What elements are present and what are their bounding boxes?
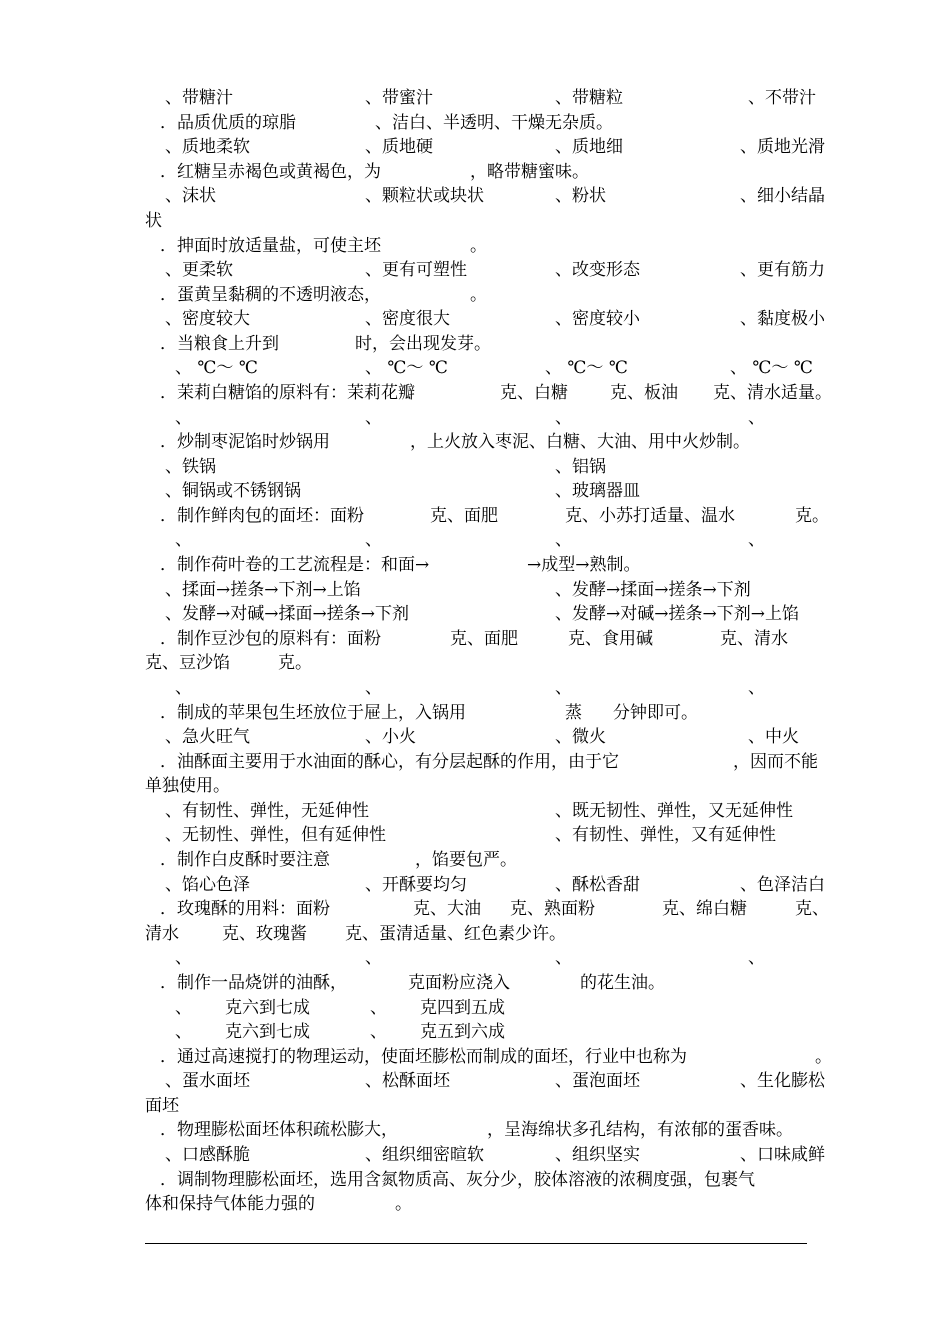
text-segment: 克、食用碱 xyxy=(568,628,653,649)
text-line xyxy=(0,823,950,847)
text-segment: 分钟即可。 xyxy=(613,702,698,723)
text-segment: ．制作豆沙包的原料有：面粉 xyxy=(160,628,381,649)
text-segment: →成型→熟制。 xyxy=(527,555,641,575)
text-segment: 、有韧性、弹性，无延伸性 xyxy=(165,800,369,821)
text-line xyxy=(0,1045,950,1069)
text-segment: ．蛋黄呈黏稠的不透明液态， xyxy=(160,284,381,305)
text-segment: 体和保持气体能力强的 xyxy=(145,1194,315,1215)
text-line xyxy=(0,971,950,995)
text-segment: 克。 xyxy=(795,505,829,526)
text-segment: 克、小苏打适量、温水 xyxy=(565,505,735,526)
text-segment: 、 ℃～ ℃ xyxy=(365,358,448,379)
text-segment: ．玫瑰酥的用料：面粉 xyxy=(160,899,330,920)
text-segment: 、 xyxy=(555,407,572,428)
text-segment: 、 ℃～ ℃ xyxy=(175,358,258,379)
text-segment: 、带糖粒 xyxy=(555,88,623,108)
text-segment: 克、豆沙馅 xyxy=(145,653,230,674)
text-segment: ．制作鲜肉包的面坯：面粉 xyxy=(160,505,364,526)
text-segment: 、发酵→揉面→搓条→下剂 xyxy=(555,579,751,600)
text-segment: 、密度很大 xyxy=(365,309,450,330)
text-segment: 、 xyxy=(555,948,572,969)
text-segment: ．品质优质的琼脂 xyxy=(160,112,296,133)
text-segment: 、粉状 xyxy=(555,186,606,207)
text-line xyxy=(0,578,950,602)
text-segment: ．炒制枣泥馅时炒锅用 xyxy=(160,432,330,453)
footer-rule xyxy=(145,1243,807,1244)
text-line xyxy=(0,676,950,700)
text-segment: 、蛋水面坯 xyxy=(165,1071,250,1092)
text-segment: 。 xyxy=(395,1194,412,1215)
text-line xyxy=(0,848,950,872)
text-segment: 。 xyxy=(470,235,487,256)
text-segment: 、密度较小 xyxy=(555,309,640,330)
text-segment: 、 xyxy=(175,530,192,551)
text-segment: 、揉面→搓条→下剂→上馅 xyxy=(165,579,361,600)
text-segment: 、无韧性、弹性，但有延伸性 xyxy=(165,825,386,846)
text-segment: ．当粮食上升到 xyxy=(160,333,279,354)
text-segment: ．物理膨松面坯体积疏松膨大， xyxy=(160,1120,398,1141)
text-segment: 、中火 xyxy=(748,727,799,748)
text-segment: 、更有筋力 xyxy=(740,260,825,281)
text-line xyxy=(0,504,950,528)
text-segment: ．调制物理膨松面坯，选用含氮物质高、灰分少，胶体溶液的浓稠度强，包裹气 xyxy=(160,1169,755,1190)
text-line xyxy=(0,774,950,798)
text-segment: 、 xyxy=(555,677,572,698)
text-segment: 、 xyxy=(370,1022,387,1042)
text-line xyxy=(0,209,950,233)
text-segment: 、 xyxy=(555,530,572,551)
text-segment: 、 xyxy=(748,677,765,698)
text-line xyxy=(0,283,950,307)
text-segment: 、口味咸鲜 xyxy=(740,1144,825,1165)
text-segment: 、酥松香甜 xyxy=(555,874,640,895)
text-segment: ，因而不能 xyxy=(733,751,818,772)
text-segment: 、小火 xyxy=(365,727,416,748)
text-line xyxy=(0,1069,950,1093)
text-line xyxy=(0,160,950,184)
text-segment: 克、熟面粉 xyxy=(510,899,595,920)
text-segment: 、质地硬 xyxy=(365,137,433,158)
text-segment: 时，会出现发芽。 xyxy=(355,333,491,354)
text-segment: 克六到七成 xyxy=(225,1022,310,1042)
text-segment: 克、玫瑰酱 xyxy=(222,923,307,944)
text-segment: 、生化膨松 xyxy=(740,1071,825,1092)
text-segment: 、 xyxy=(175,407,192,428)
text-line xyxy=(0,799,950,823)
text-segment: 。 xyxy=(815,1046,832,1067)
text-segment: 、密度较大 xyxy=(165,309,250,330)
text-line xyxy=(0,135,950,159)
text-segment: 克。 xyxy=(278,653,312,674)
text-segment: 、更柔软 xyxy=(165,260,233,281)
text-segment: 、 ℃～ ℃ xyxy=(545,358,628,379)
text-line xyxy=(0,258,950,282)
text-segment: 、 xyxy=(175,948,192,969)
text-segment: ．制作荷叶卷的工艺流程是：和面→ xyxy=(160,555,430,575)
text-segment: 、馅心色泽 xyxy=(165,874,250,895)
text-segment: ．制作白皮酥时要注意 xyxy=(160,850,330,870)
text-segment: 、既无韧性、弹性，又无延伸性 xyxy=(555,800,793,821)
text-segment: 、颗粒状或块状 xyxy=(365,186,484,207)
text-segment: 、微火 xyxy=(555,727,606,748)
text-segment: 克、面肥 xyxy=(430,505,498,526)
text-line xyxy=(0,750,950,774)
text-segment: 、松酥面坯 xyxy=(365,1071,450,1092)
text-segment: 、 ℃～ ℃ xyxy=(730,358,813,379)
text-line xyxy=(0,553,950,577)
text-segment: ．通过高速搅打的物理运动，使面坯膨松而制成的面坯，行业中也称为 xyxy=(160,1046,687,1067)
text-segment: ，呈海绵状多孔结构，有浓郁的蛋香味。 xyxy=(487,1120,793,1141)
text-segment: 克四到五成 xyxy=(420,997,505,1018)
text-segment: ，上火放入枣泥、白糖、大油、用中火炒制。 xyxy=(410,432,750,453)
text-segment: 、铜锅或不锈钢锅 xyxy=(165,481,301,502)
text-segment: 、 xyxy=(175,997,192,1018)
text-segment: 克、绵白糖 xyxy=(662,899,747,920)
text-segment: 、开酥要均匀 xyxy=(365,874,467,895)
text-line xyxy=(0,922,950,946)
text-segment: 蒸 xyxy=(565,702,582,723)
text-line xyxy=(0,1020,950,1044)
text-segment: 克面粉应浇入 xyxy=(408,972,510,993)
text-segment: 。 xyxy=(470,284,487,305)
text-segment: 、 xyxy=(748,530,765,551)
text-line xyxy=(0,1192,950,1216)
text-segment: 、更有可塑性 xyxy=(365,260,467,281)
text-segment: 、质地柔软 xyxy=(165,137,250,158)
text-segment: 、沫状 xyxy=(165,186,216,207)
text-segment: 克、板油 xyxy=(610,383,678,403)
text-line xyxy=(0,86,950,110)
text-segment: 状 xyxy=(145,210,162,231)
text-segment: ．制作一品烧饼的油酥， xyxy=(160,972,347,993)
text-line xyxy=(0,455,950,479)
text-line xyxy=(0,651,950,675)
text-segment: ，略带糖蜜味。 xyxy=(470,161,589,182)
text-line xyxy=(0,307,950,331)
text-line xyxy=(0,1143,950,1167)
text-segment: 、 xyxy=(365,407,382,428)
text-line xyxy=(0,701,950,725)
text-segment: ．红糖呈赤褐色或黄褐色，为 xyxy=(160,161,381,182)
text-line xyxy=(0,996,950,1020)
text-line xyxy=(0,381,950,405)
text-segment: ．抻面时放适量盐，可使主坯 xyxy=(160,235,381,256)
text-segment: 克、大油 xyxy=(413,899,481,920)
text-segment: 、不带汁 xyxy=(748,88,816,108)
text-segment: 、 xyxy=(748,407,765,428)
text-segment: 、质地细 xyxy=(555,137,623,158)
text-line xyxy=(0,602,950,626)
text-segment: 、质地光滑 xyxy=(740,137,825,158)
text-segment: 克、清水适量。 xyxy=(713,383,832,403)
text-segment: 、急火旺气 xyxy=(165,727,250,748)
text-line xyxy=(0,528,950,552)
text-segment: 、带蜜汁 xyxy=(365,88,433,108)
text-segment: 、组织坚实 xyxy=(555,1144,640,1165)
text-line xyxy=(0,725,950,749)
text-segment: 克、 xyxy=(795,899,829,920)
text-line xyxy=(0,406,950,430)
text-segment: 克、清水 xyxy=(720,628,788,649)
text-segment: 、发酵→对碱→搓条→下剂→上馅 xyxy=(555,604,799,625)
text-segment: 、铁锅 xyxy=(165,456,216,477)
text-line xyxy=(0,627,950,651)
text-segment: 清水 xyxy=(145,923,179,944)
text-segment: 克五到六成 xyxy=(420,1022,505,1042)
text-segment: 、 xyxy=(175,677,192,698)
text-segment: 、铝锅 xyxy=(555,456,606,477)
text-segment: ．制成的苹果包生坯放位于屉上，入锅用 xyxy=(160,702,466,723)
text-segment: 、改变形态 xyxy=(555,260,640,281)
text-segment: 克、白糖 xyxy=(500,383,568,403)
text-segment: 、 xyxy=(365,677,382,698)
text-segment: 、细小结晶 xyxy=(740,186,825,207)
text-segment: ．油酥面主要用于水油面的酥心，有分层起酥的作用，由于它 xyxy=(160,751,619,772)
text-segment: 克、面肥 xyxy=(450,628,518,649)
text-line xyxy=(0,184,950,208)
text-segment: 、玻璃器皿 xyxy=(555,481,640,502)
text-segment: 、发酵→对碱→揉面→搓条→下剂 xyxy=(165,604,409,625)
text-segment: 、 xyxy=(370,997,387,1018)
text-segment: 、洁白、半透明、干燥无杂质。 xyxy=(375,112,613,133)
text-line xyxy=(0,897,950,921)
text-line xyxy=(0,430,950,454)
text-line xyxy=(0,1094,950,1118)
text-segment: 、 xyxy=(175,1022,192,1042)
text-segment: 、色泽洁白 xyxy=(740,874,825,895)
text-line xyxy=(0,1118,950,1142)
text-segment: 、有韧性、弹性，又有延伸性 xyxy=(555,825,776,846)
text-line xyxy=(0,1168,950,1192)
text-segment: 、 xyxy=(365,530,382,551)
text-line xyxy=(0,111,950,135)
text-segment: 克六到七成 xyxy=(225,997,310,1018)
text-line xyxy=(0,479,950,503)
text-segment: 面坯 xyxy=(145,1095,179,1116)
text-segment: 、组织细密暄软 xyxy=(365,1144,484,1165)
text-segment: 、 xyxy=(365,948,382,969)
text-segment: ．茉莉白糖馅的原料有：茉莉花瓣 xyxy=(160,383,415,403)
text-segment: 克、蛋清适量、红色素少许。 xyxy=(345,923,566,944)
text-segment: 、蛋泡面坯 xyxy=(555,1071,640,1092)
text-line xyxy=(0,234,950,258)
text-line xyxy=(0,332,950,356)
text-line xyxy=(0,946,950,970)
text-segment: ，馅要包严。 xyxy=(415,850,517,870)
text-segment: 、 xyxy=(748,948,765,969)
text-segment: 、带糖汁 xyxy=(165,88,233,108)
text-line xyxy=(0,873,950,897)
text-segment: 、口感酥脆 xyxy=(165,1144,250,1165)
text-line xyxy=(0,356,950,380)
text-segment: 单独使用。 xyxy=(145,776,230,797)
text-segment: 的花生油。 xyxy=(580,972,665,993)
text-segment: 、黏度极小 xyxy=(740,309,825,330)
